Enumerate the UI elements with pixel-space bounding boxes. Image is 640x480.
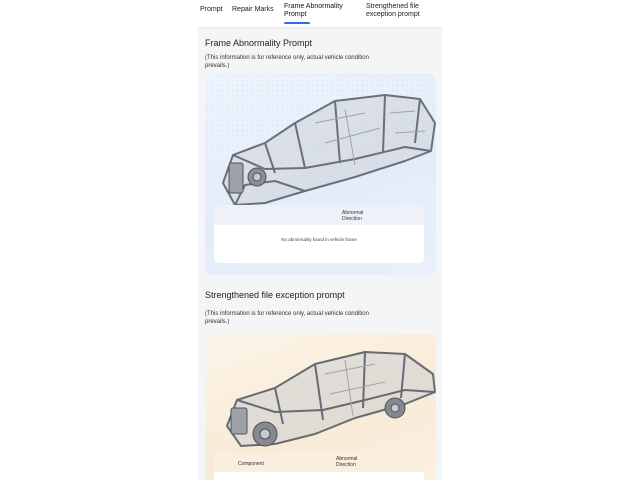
active-tab-indicator bbox=[284, 22, 310, 24]
suv-body-frame-illustration bbox=[205, 73, 436, 223]
empty-state-message: No abnormality found in vehicle frame bbox=[281, 237, 357, 242]
strengthened-table-header bbox=[214, 452, 424, 472]
frame-abnormality-section bbox=[198, 27, 442, 282]
abnormality-table-body bbox=[214, 225, 424, 263]
section-title: Frame Abnormality Prompt bbox=[205, 38, 313, 48]
phone-screen bbox=[198, 0, 442, 480]
reference-note: (This information is for reference only, actual vehicle condition prevails.) bbox=[205, 311, 369, 325]
tab-strengthened-file-exception-prompt[interactable]: Strengthened file exception prompt bbox=[366, 3, 420, 18]
component-header: Component bbox=[238, 461, 264, 467]
strengthened-file-section bbox=[198, 282, 442, 480]
abnormal-direction-header: Abnormal Direction bbox=[342, 210, 364, 222]
strengthened-diagram-card bbox=[205, 334, 436, 480]
tab-frame-abnormality-prompt[interactable]: Frame Abnormality Prompt bbox=[284, 3, 343, 18]
sedan-body-frame-illustration bbox=[205, 334, 436, 454]
tab-prompt[interactable]: Prompt bbox=[200, 6, 223, 13]
frame-diagram-card bbox=[205, 73, 436, 275]
reference-note: (This information is for reference only, actual vehicle condition prevails.) bbox=[205, 55, 369, 69]
abnormality-table-header bbox=[214, 205, 424, 225]
tab-repair-marks[interactable]: Repair Marks bbox=[232, 6, 274, 13]
tab-bar bbox=[198, 0, 442, 27]
abnormal-direction-header: Abnormal Direction bbox=[336, 456, 358, 468]
section-title: Strengthened file exception prompt bbox=[205, 290, 345, 300]
strengthened-table-body bbox=[214, 472, 424, 480]
